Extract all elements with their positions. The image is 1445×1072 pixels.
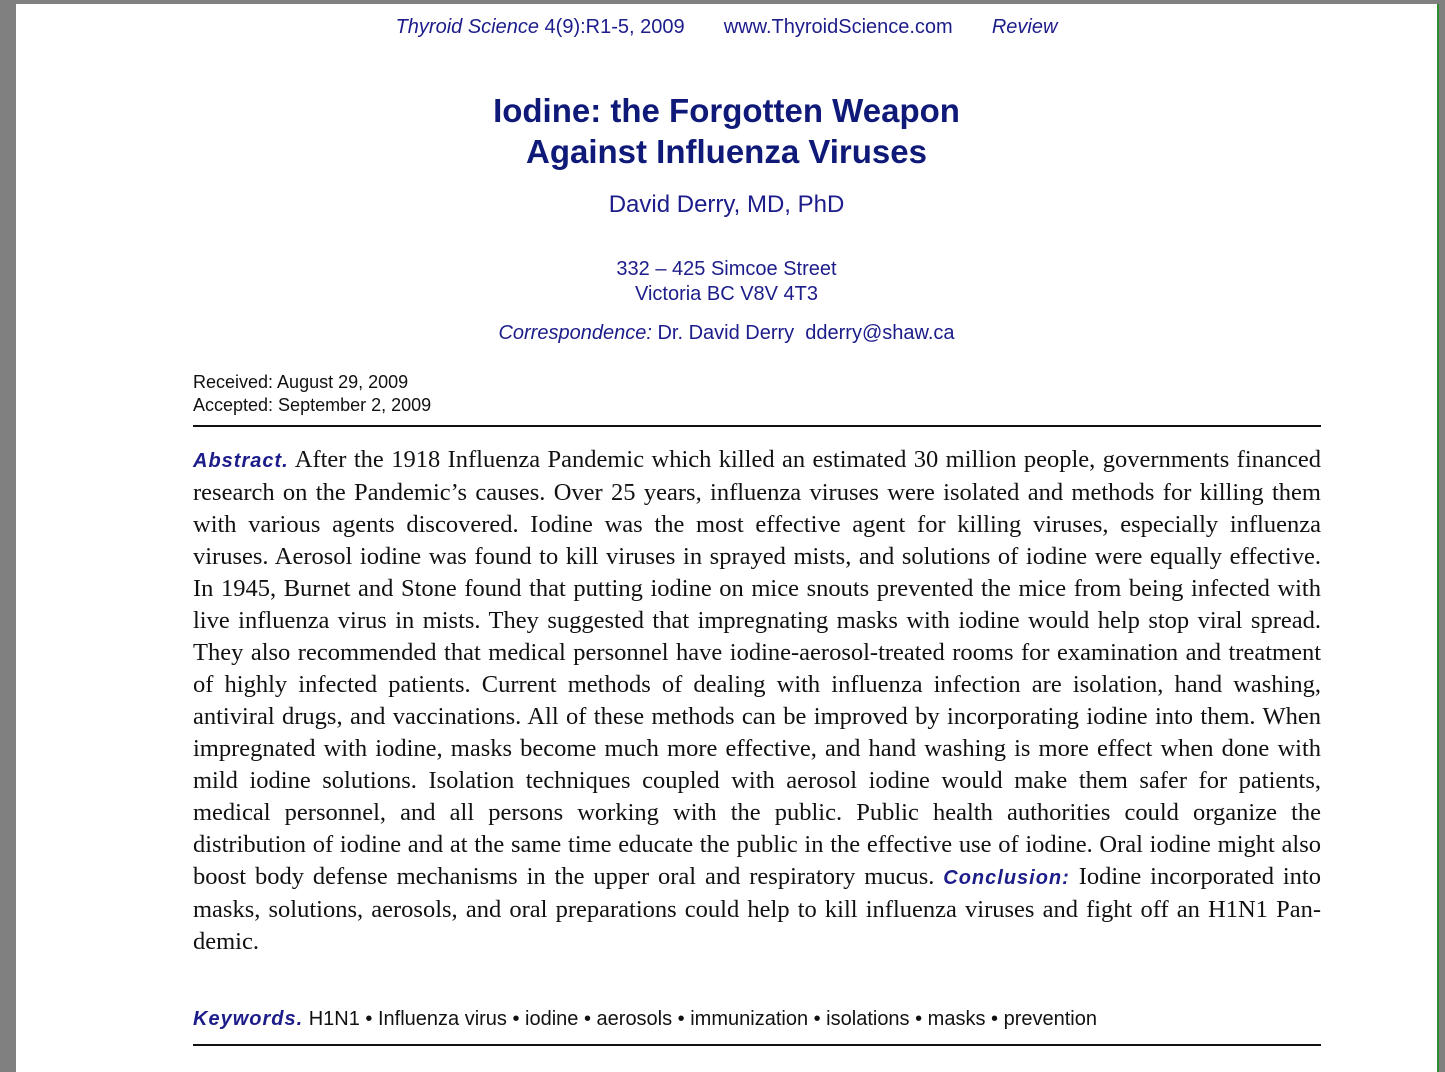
correspondence-name: Dr. David Derry <box>657 322 795 344</box>
keywords-text: H1N1 • Influenza virus • iodine • aerosols • immunization • isolations • masks • prevention <box>308 1008 1097 1030</box>
journal-citation: 4(9):R1-5, 2009 <box>544 16 685 38</box>
journal-website[interactable]: www.ThyroidScience.com <box>723 16 953 38</box>
abstract <box>193 444 1321 958</box>
title-line-1: Iodine: the Forgotten Weapon <box>493 92 960 129</box>
address-line-1: 332 – 425 Simcoe Street <box>616 258 837 280</box>
bottom-divider <box>193 1044 1321 1046</box>
abstract-label: Abstract. <box>193 450 289 472</box>
abstract-text: After the 1918 Influenza Pandemic which killed an estimated 30 million people, governments financed research on the Pandemic’s causes. Over 25 years, influenza viruses were isolated and methods for killing them with various agents discovered. Iodine was the most effective agent for killing viruses, especially influenza viruses. Aerosol iodine was found to kill viruses in sprayed mists, and solutions of iodine were equally effective. In 1945, Burnet and Stone found that putting iodine on mice snouts prevented the mice from being infected with live influenza virus in mists. They suggested that impregnating masks with iodine would help stop viral spread. They also recommended that medical personnel have iodine-aerosol-treated rooms for examination and treatment of highly infected patients. Current methods of dealing with influenza infection are isolation, hand washing, antiviral drugs, and vaccinations. All of these methods can be improved by incorporating iodine into them. When impregnated with iodine, masks become much more effective, and hand washing is more effect when done with mild iodine solutions. Isolation techniques coupled with aerosol iodine would make them safer for patients, medical personnel, and all persons working with the public. Public health authorities could organize the distribution of iodine and at the same time educate the public in the effective use of iodine. Oral iodine might also boost body defense mechanisms in the upper oral and respiratory mucus. <box>193 446 1321 890</box>
author-name: David Derry, MD, PhD <box>608 191 845 218</box>
author-address <box>16 257 1437 307</box>
correspondence-email[interactable]: dderry@shaw.ca <box>805 322 955 344</box>
journal-header <box>16 16 1437 39</box>
conclusion-label: Conclusion: <box>943 867 1070 889</box>
correspondence-label: Correspondence: <box>498 322 652 344</box>
keywords <box>193 1008 1321 1031</box>
journal-name: Thyroid Science <box>395 16 539 38</box>
article-type: Review <box>991 16 1058 38</box>
submission-dates <box>193 371 431 417</box>
received-date: Received: August 29, 2009 <box>193 372 409 392</box>
top-divider <box>193 425 1321 427</box>
accepted-date: Accepted: September 2, 2009 <box>193 395 432 415</box>
keywords-label: Keywords. <box>193 1008 304 1030</box>
conclusion-text: Iodine incorporated into masks, solutions, aerosols, and oral preparations could help to kill influenza viruses and fight off an H1N1 Pandemic. <box>193 863 1321 955</box>
paper-title <box>16 90 1437 172</box>
title-line-2: Against Influenza Viruses <box>526 133 927 170</box>
address-line-2: Victoria BC V8V 4T3 <box>634 283 819 305</box>
document-page <box>16 4 1439 1072</box>
correspondence <box>16 322 1437 345</box>
